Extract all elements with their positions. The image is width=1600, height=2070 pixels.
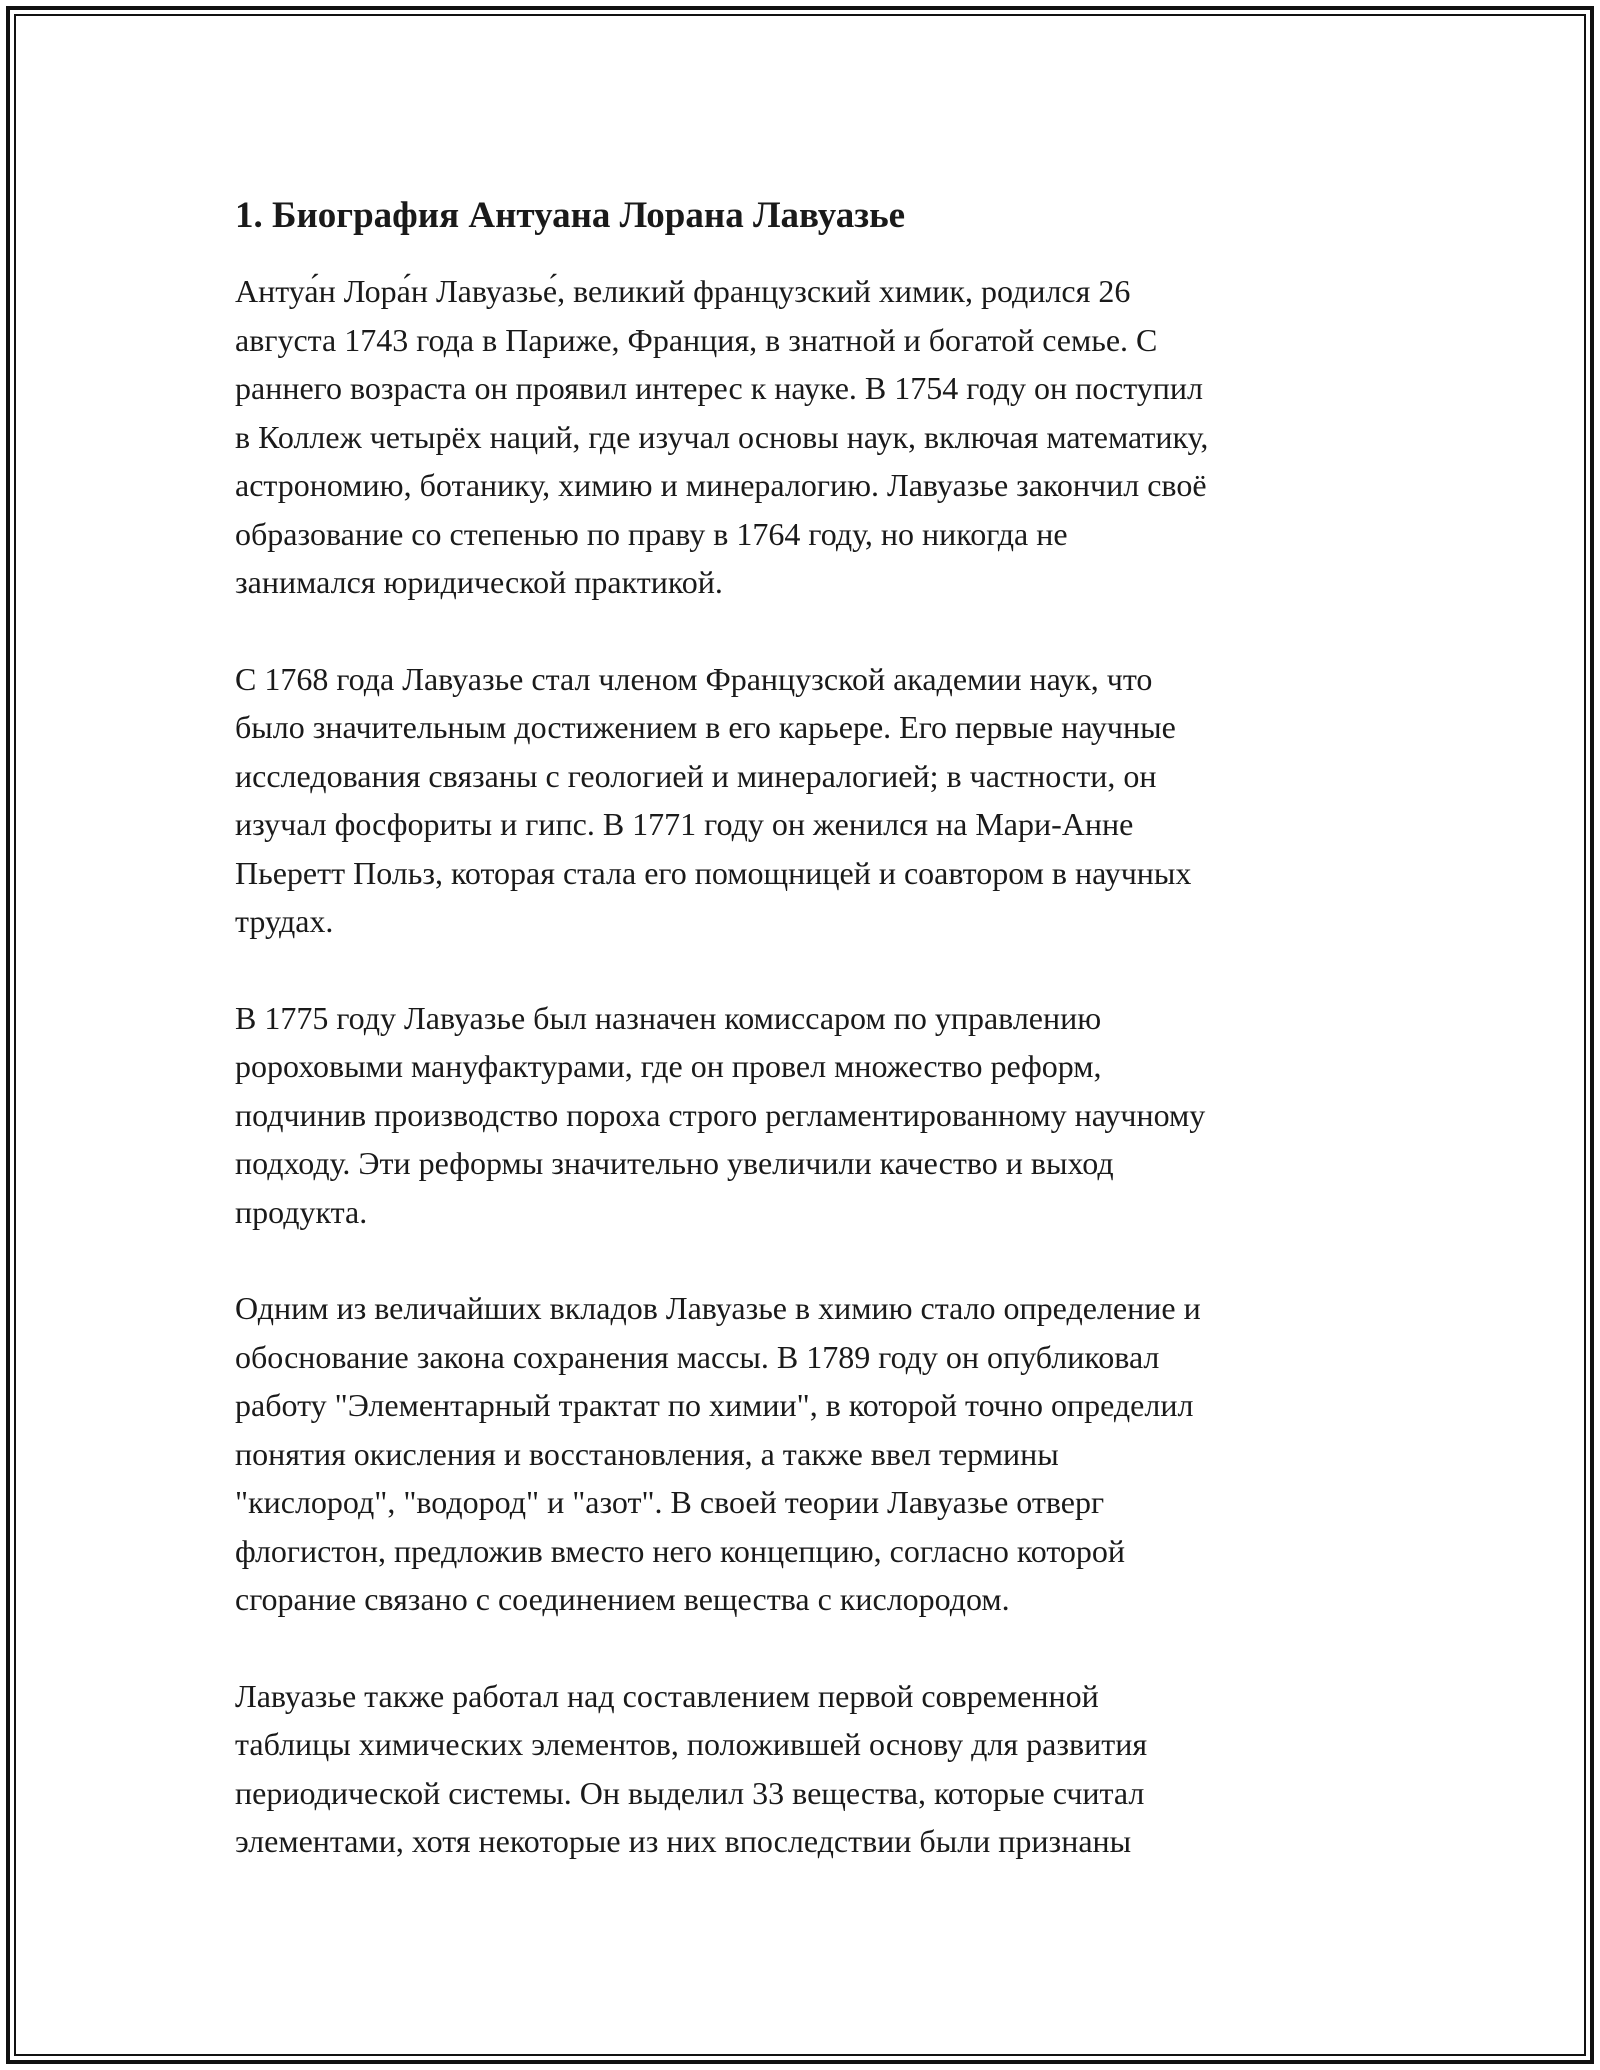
paragraph-1: Антуа́н Лора́н Лавуазье́, великий французский химик, родился 26 августа 1743 года в Париже, Франция, в знатной и богатой семье. С раннего возраста он проявил интерес к науке. В 1754 году он поступил в Коллеж четырёх наций, где изучал основы наук, включая математику, астрономию, ботанику, химию и минералогию. Лавуазье закончил своё образование со степенью по праву в 1764 году, но никогда не занимался юридической практикой. [235,273,1209,600]
document-page [235,185,1385,1914]
paragraph-3: В 1775 году Лавуазье был назначен комиссаром по управлению pороховыми мануфактурами, где он провел множество реформ, подчинив производство пороха строго регламентированному научному подходу. Эти реформы значительно увеличили качество и выход продукта. [235,999,1206,1230]
paragraph-4: Одним из величайших вкладов Лавуазье в химию стало определение и обоснование закона сохранения массы. В 1789 году он опубликовал работу "Элементарный трактат по химии", в которой точно определил понятия окисления и восстановления, а также ввел термины "кислород", "водород" и "азот". В своей теории Лавуазье отверг флогистон, предложив вместо него концепцию, согласно которой сгорание связано с соединением вещества с кислородом. [235,1290,1201,1617]
section-heading: 1. Биография Антуана Лорана Лавуазье [235,195,906,236]
paragraph-2: С 1768 года Лавуазье стал членом Французской академии наук, что было значительным достижением в его карьере. Его первые научные исследования связаны с геологией и минералогией; в частности, он изучал фосфориты и гипс. В 1771 году он женился на Мари-Анне Пьеретт Польз, которая стала его помощницей и соавтором в научных трудах. [235,660,1192,939]
paragraph-5: Лавуазье также работал над составлением первой современной таблицы химических элементов, положившей основу для развития периодической системы. Он выделил 33 вещества, которые считал элементами, хотя некоторые из них впоследствии были признаны [235,1677,1148,1859]
